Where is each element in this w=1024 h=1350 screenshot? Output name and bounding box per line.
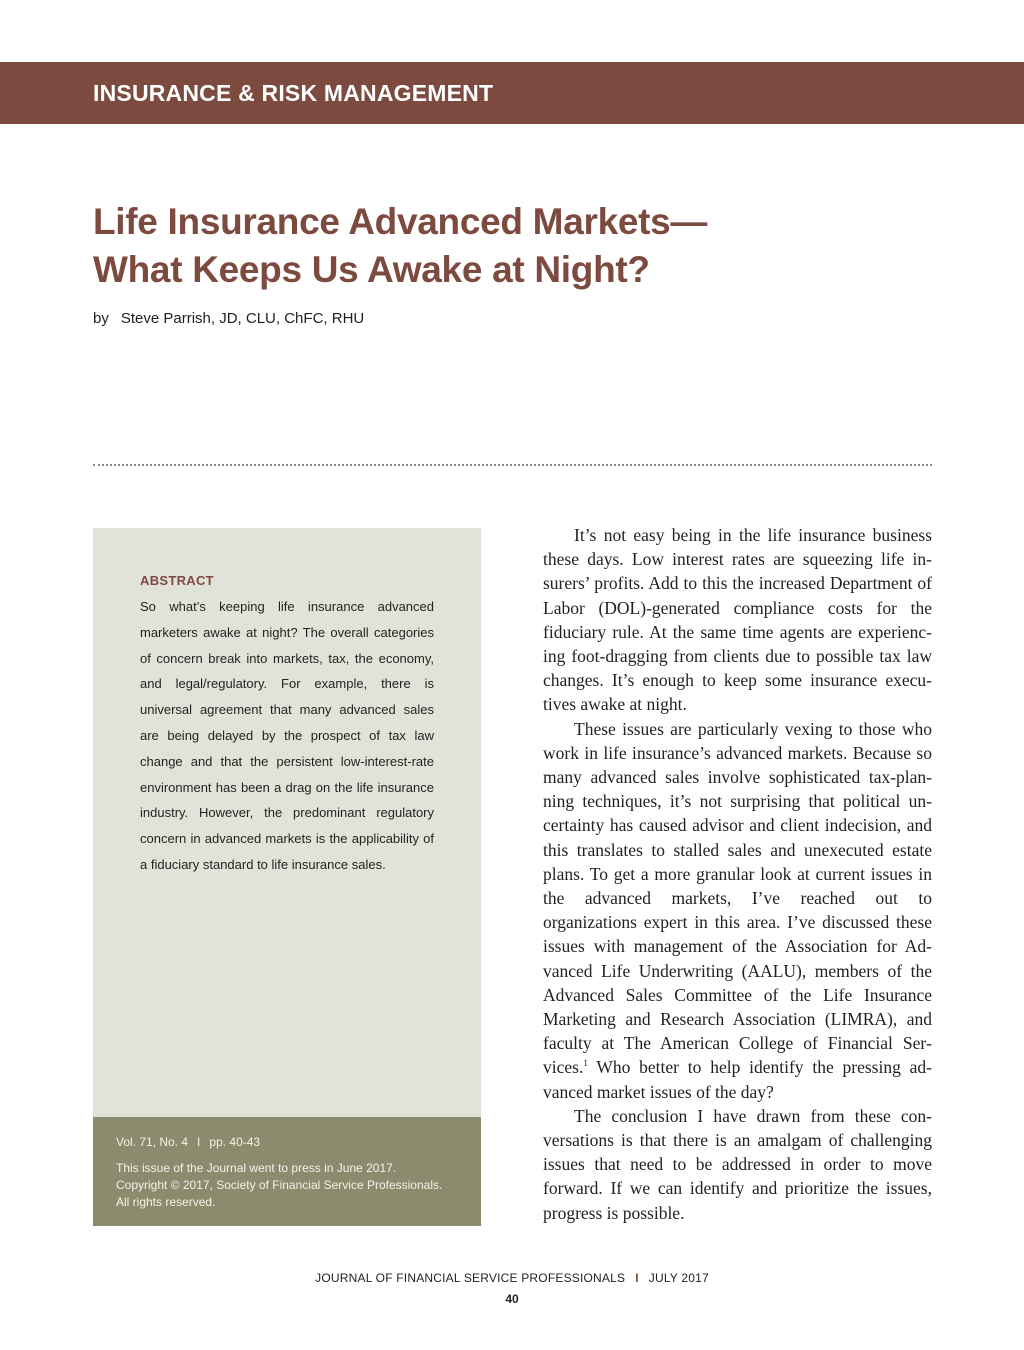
issue-date: JULY 2017	[648, 1271, 709, 1285]
page-number: 40	[505, 1292, 519, 1306]
section-label: INSURANCE & RISK MANAGEMENT	[93, 80, 494, 106]
copyright-line: Copyright © 2017, Society of Financial Service Professionals.	[116, 1178, 443, 1192]
body-paragraph-2-part-2: Who better to help identify the pressing advanced market issues of the day?	[543, 1057, 932, 1102]
volume-line	[116, 1135, 260, 1149]
volume-separator: I	[197, 1135, 201, 1149]
byline-prefix: by	[93, 310, 109, 327]
journal-name: JOURNAL OF FINANCIAL SERVICE PROFESSIONALS	[315, 1271, 626, 1285]
abstract-heading: ABSTRACT	[140, 573, 214, 588]
page-range: pp. 40-43	[209, 1135, 261, 1149]
abstract-text: So what’s keeping life insurance advanced marketers awake at night? The overall categories of concern break into markets, tax, the economy, and legal/regulatory. For example, there is universal agreement that many advanced sales are being delayed by the prospect of tax law change and that the persistent low-interest-rate environment has been a drag on the life insurance industry. However, the predominant regulatory concern in advanced markets is the applicability of a fiduciary standard to life insurance sales.	[140, 599, 434, 872]
byline	[93, 310, 364, 327]
copyright-notice	[116, 1160, 476, 1211]
abstract-box	[93, 528, 481, 1117]
article-title-line-2: What Keeps Us Awake at Night?	[93, 249, 650, 290]
author-name: Steve Parrish, JD, CLU, ChFC, RHU	[120, 310, 365, 327]
page-footer	[0, 1271, 1024, 1285]
article-body	[543, 523, 932, 1225]
section-header-band	[0, 62, 1024, 124]
dotted-divider	[93, 464, 932, 466]
body-paragraph-2-part-1: These issues are particularly vexing to those who work in life insurance’s advanced markets. Because so many advanced sales involve sophisticated tax-planning techniques, it’s not surprising that political uncertainty has caused advisor and client indecision, and this translates to stalled sales and unexecuted estate plans. To get a more granular look at current issues in the advanced markets, I’ve reached out to organizations expert in this area. I’ve discussed these issues with management of the Association for Advanced Life Underwriting (AALU), members of the Advanced Sales Committee of the Life Insurance Marketing and Research Association (LIMRA), and faculty at The American College of Financial Services.	[543, 718, 932, 1078]
article-title	[93, 198, 707, 294]
volume-number: Vol. 71, No. 4	[116, 1135, 189, 1149]
footer-divider: I	[635, 1271, 639, 1285]
rights-line: All rights reserved.	[116, 1195, 216, 1209]
publication-info-box	[93, 1117, 481, 1226]
body-paragraph-1: It’s not easy being in the life insurance business these days. Low interest rates are squeezing life insurers’ profits. Add to this the increased Department of Labor (DOL)-generated compliance costs for the fiduciary rule. At the same time agents are experiencing foot-dragging from clients due to possible tax law changes. It’s enough to keep some insurance executives awake at night.	[543, 525, 932, 715]
article-title-line-1: Life Insurance Advanced Markets—	[93, 201, 708, 242]
body-paragraph-2	[543, 717, 932, 1104]
body-paragraph-3: The conclusion I have drawn from these conversations is that there is an amalgam of challenging issues that need to be addressed in order to move forward. If we can identify and prioritize the issues, progress is possible.	[543, 1105, 932, 1223]
press-note: This issue of the Journal went to press in June 2017.	[116, 1161, 397, 1175]
footnote-marker[interactable]: 1	[583, 1058, 588, 1069]
